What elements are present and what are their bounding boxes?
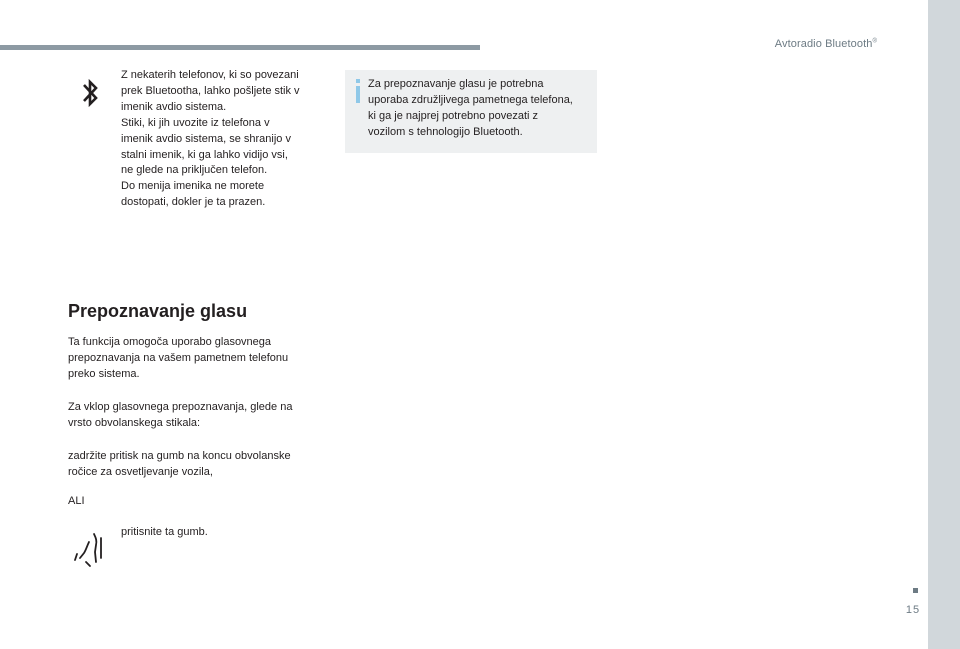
note-line: Do menija imenika ne morete [121, 180, 265, 193]
note-line: imenik avdio sistema. [121, 100, 227, 113]
note-line: Z nekaterih telefonov, ki so povezani [121, 69, 299, 81]
info-note-text [368, 77, 596, 141]
bluetooth-icon [80, 76, 100, 110]
button-instruction: pritisnite ta gumb. [121, 526, 208, 538]
note-line: Stiki, ki jih uvozite iz telefona v [121, 116, 270, 129]
stalk-line: zadržite pritisk na gumb na koncu obvolanske [68, 450, 291, 462]
voice-command-button-icon [74, 532, 108, 568]
info-line: vozilom s tehnologijo Bluetooth. [368, 125, 523, 138]
note-line: ne glede na priključen telefon. [121, 164, 268, 177]
section-intro [68, 335, 328, 383]
chapter-title: Avtoradio Bluetooth® [774, 38, 877, 50]
intro-line: prepoznavanja na vašem pametnem telefonu [68, 351, 289, 364]
page-marker [913, 588, 918, 593]
activation-line: Za vklop glasovnega prepoznavanja, glede na [68, 401, 293, 413]
header-rule [0, 45, 480, 50]
page-number: 15 [905, 604, 921, 616]
registered-mark: ® [872, 38, 877, 45]
info-line: uporaba združljivega pametnega telefona, [368, 93, 573, 106]
section-title: Prepoznavanje glasu [68, 301, 248, 321]
intro-line: preko sistema. [68, 367, 140, 380]
activation-line: vrsto obvolanskega stikala: [68, 416, 201, 429]
activation-instruction [68, 400, 328, 432]
info-icon [353, 79, 363, 103]
bluetooth-contacts-note [121, 68, 336, 211]
intro-line: Ta funkcija omogoča uporabo glasovnega [68, 336, 272, 348]
info-line: ki ga je najprej potrebno povezati z [368, 109, 538, 122]
info-line: Za prepoznavanje glasu je potrebna [368, 78, 544, 90]
note-line: imenik avdio sistema, se shranijo v [121, 132, 291, 145]
or-label: ALI [68, 495, 85, 507]
stalk-line: ročice za osvetljevanje vozila, [68, 465, 213, 478]
note-line: prek Bluetootha, lahko pošljete stik v [121, 84, 300, 97]
note-line: dostopati, dokler je ta prazen. [121, 196, 266, 209]
note-line: stalni imenik, ki ga lahko vidijo vsi, [121, 148, 288, 161]
page-side-strip [928, 0, 960, 649]
stalk-instruction [68, 449, 328, 481]
